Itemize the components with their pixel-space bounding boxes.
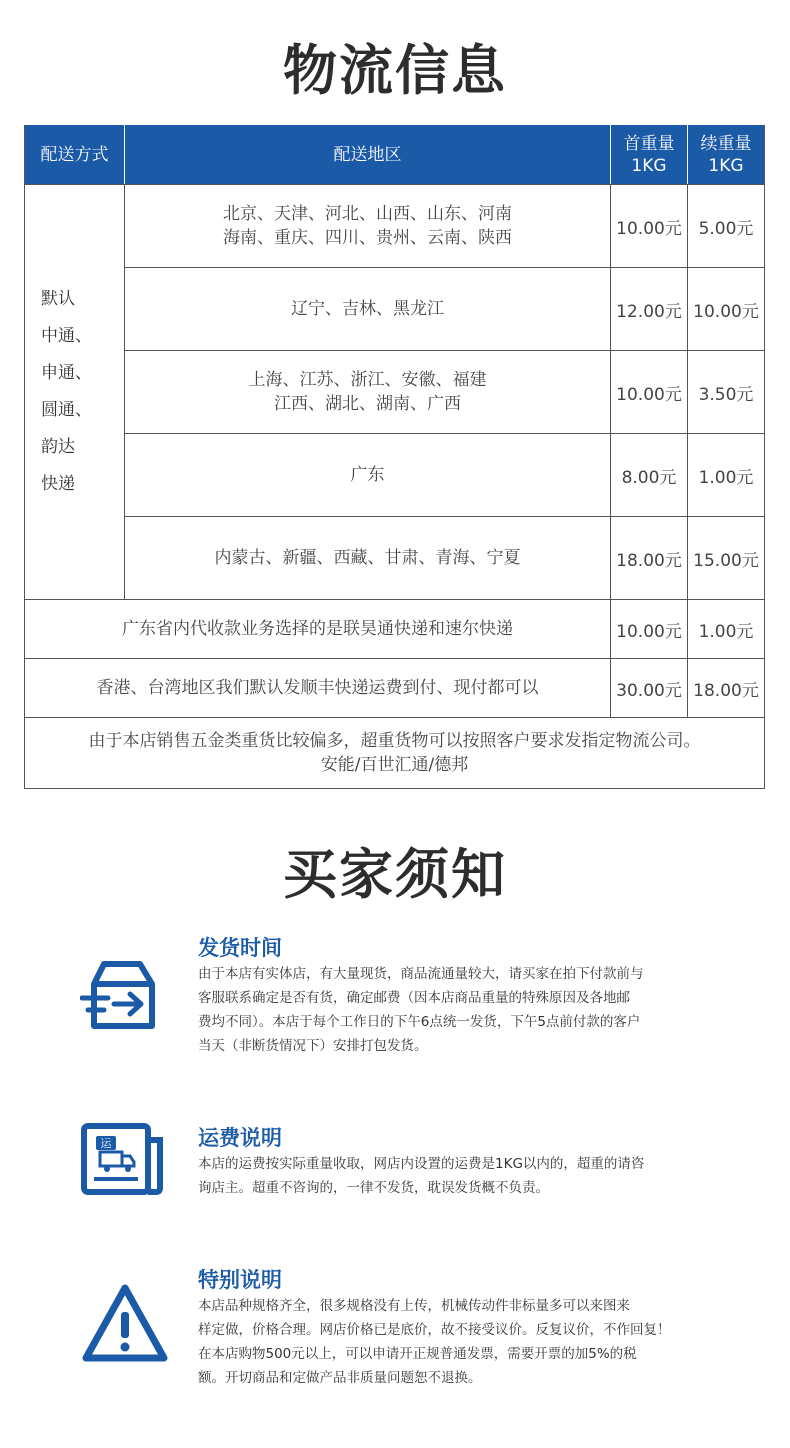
extra-weight-price: 1.00元 — [688, 434, 765, 517]
region-line: 上海、江苏、浙江、安徽、福建 — [248, 370, 487, 390]
region-line: 江西、湖北、湖南、广西 — [274, 394, 461, 414]
region-line: 辽宁、吉林、黑龙江 — [291, 299, 444, 319]
region-cell — [125, 351, 611, 434]
header-region: 配送地区 — [125, 126, 611, 185]
header-extra-weight — [688, 126, 765, 185]
first-weight-price: 10.00元 — [611, 600, 688, 659]
logistics-table — [24, 125, 765, 789]
notice-title: 特别说明 — [198, 1268, 282, 1292]
special-region-cell: 香港、台湾地区我们默认发顺丰快递运费到付、现付都可以 — [25, 659, 611, 718]
notice-line: 费均不同）。本店于每个工作日的下午6点统一发货，下午5点前付款的客户 — [198, 1014, 641, 1030]
notice-title: 发货时间 — [198, 936, 282, 960]
notice-line: 本店品种规格齐全，很多规格没有上传，机械传动件非标量多可以来图来 — [198, 1298, 630, 1314]
default-courier-cell — [25, 185, 125, 600]
logistics-title: 物流信息 — [283, 39, 507, 102]
region-line: 广东 — [350, 465, 385, 485]
table-row — [25, 600, 765, 659]
header-first-weight-label: 首重量 — [623, 134, 675, 154]
table-row — [25, 185, 765, 268]
first-weight-price: 10.00元 — [611, 351, 688, 434]
notice-line: 额。开切商品和定做产品非质量问题恕不退换。 — [198, 1370, 482, 1386]
extra-weight-price: 3.50元 — [688, 351, 765, 434]
notice-line: 样定做，价格合理。网店价格已是底价，故不接受议价。反复议价，不作回复！ — [198, 1322, 671, 1338]
header-extra-weight-unit: 1KG — [708, 156, 744, 176]
header-extra-weight-label: 续重量 — [700, 134, 752, 154]
extra-weight-price: 18.00元 — [688, 659, 765, 718]
logistics-footer-note — [25, 718, 765, 789]
table-row — [25, 268, 765, 351]
header-first-weight-unit: 1KG — [631, 156, 667, 176]
region-line: 海南、重庆、四川、贵州、云南、陕西 — [223, 228, 512, 248]
method-line: 默认 — [41, 289, 75, 309]
shipping-box-icon — [80, 956, 164, 1040]
header-first-weight — [611, 126, 688, 185]
extra-weight-price: 15.00元 — [688, 517, 765, 600]
extra-weight-price: 5.00元 — [688, 185, 765, 268]
notice-body — [198, 962, 718, 1058]
method-line: 申通、 — [41, 363, 92, 383]
table-row — [25, 434, 765, 517]
notice-line: 客服联系确定是否有货，确定邮费（因本店商品重量的特殊原因及各地邮 — [198, 990, 630, 1006]
table-row — [25, 351, 765, 434]
notice-body — [198, 1152, 718, 1200]
region-cell — [125, 185, 611, 268]
special-region-cell: 广东省内代收款业务选择的是联昊通快递和速尔快递 — [25, 600, 611, 659]
table-row — [25, 517, 765, 600]
notice-line: 当天（非断货情况下）安排打包发货。 — [198, 1038, 428, 1054]
notice-line: 本店的运费按实际重量收取，网店内设置的运费是1KG以内的，超重的请咨 — [198, 1156, 645, 1172]
region-cell — [125, 434, 611, 517]
region-line: 内蒙古、新疆、西藏、甘肃、青海、宁夏 — [214, 548, 521, 568]
method-line: 中通、 — [41, 326, 92, 346]
freight-truck-icon — [80, 1122, 164, 1206]
footer-line: 安能/百世汇通/德邦 — [320, 755, 469, 775]
table-row — [25, 718, 765, 789]
extra-weight-price: 1.00元 — [688, 600, 765, 659]
warning-triangle-icon — [80, 1282, 164, 1366]
region-line: 北京、天津、河北、山西、山东、河南 — [223, 204, 512, 224]
method-line: 快递 — [41, 474, 75, 494]
first-weight-price: 10.00元 — [611, 185, 688, 268]
first-weight-price: 30.00元 — [611, 659, 688, 718]
region-cell — [125, 268, 611, 351]
freight-label: 运 — [100, 1137, 112, 1150]
notice-line: 询店主。超重不咨询的，一律不发货，耽误发货概不负责。 — [198, 1180, 549, 1196]
buyer-notice-title: 买家须知 — [283, 843, 507, 906]
header-method: 配送方式 — [25, 126, 125, 185]
first-weight-price: 8.00元 — [611, 434, 688, 517]
table-row — [25, 659, 765, 718]
first-weight-price: 12.00元 — [611, 268, 688, 351]
table-header-row — [25, 126, 765, 185]
first-weight-price: 18.00元 — [611, 517, 688, 600]
footer-line: 由于本店销售五金类重货比较偏多，超重货物可以按照客户要求发指定物流公司。 — [88, 731, 701, 751]
notice-title: 运费说明 — [198, 1126, 282, 1150]
region-cell — [125, 517, 611, 600]
method-line: 韵达 — [41, 437, 75, 457]
notice-line: 由于本店有实体店，有大量现货，商品流通量较大，请买家在拍下付款前与 — [198, 966, 644, 982]
notice-line: 在本店购物500元以上，可以申请开正规普通发票，需要开票的加5%的税 — [198, 1346, 637, 1362]
method-line: 圆通、 — [41, 400, 92, 420]
notice-body — [198, 1294, 718, 1390]
extra-weight-price: 10.00元 — [688, 268, 765, 351]
